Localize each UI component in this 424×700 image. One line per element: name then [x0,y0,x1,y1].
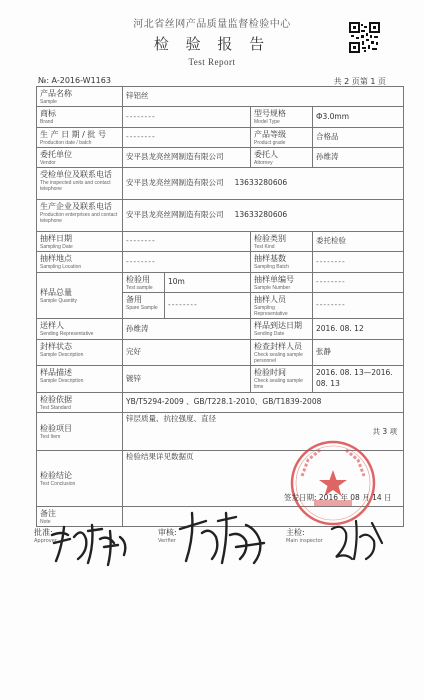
verifier-label: 审核: Verifier [158,528,177,544]
value-producer: 安平县龙亮丝网制造有限公司 13633280606 [123,200,404,232]
label-sample-quantity: 样品总量 Sample Quantity [37,272,123,319]
value-attorney: 孙维涛 [313,147,404,167]
row-producer [37,200,404,232]
label-sender: 送样人 Sending Representative [37,319,123,339]
row-sampling-location [37,252,404,272]
value-seal-checker: 张静 [313,339,404,366]
organization-name: 河北省丝网产品质量监督检验中心 [133,19,291,30]
label-sampler: 抽样人员 Sampling Representative [251,292,313,319]
report-title-en: Test Report [188,57,236,67]
verifier-signature [176,507,268,569]
value-arrival-date: 2016. 08. 12 [313,319,404,339]
inspector-signature [326,513,388,563]
row-batch [37,127,404,147]
report-title: 检 验 报 告 [153,35,271,53]
value-sample-desc: 镀锌 [123,366,251,393]
row-sampling-date [37,232,404,252]
label-sample-desc: 样品描述 Sample Description [37,366,123,393]
issue-date: 签发日期: 2016 年 08 月 14 日 [284,493,392,502]
row-vendor [37,147,404,167]
label-seal-checker: 检查封样人员 Check sealing sample personnel [251,339,313,366]
label-arrival-date: 样品到达日期 Sending Date [251,319,313,339]
value-seal-state: 完好 [123,339,251,366]
label-test-sample: 检验用 Test sample [123,272,165,292]
label-conclusion: 检验结论 Test Conclusion [37,450,123,506]
inspector-label: 主检: Main inspector [286,528,323,544]
value-sampler: -------- [313,292,404,319]
label-brand: 商标 Brand [37,107,123,127]
qr-code-icon [349,22,380,53]
label-test-time: 检验时间 Check sealing sample time [251,366,313,393]
label-standard: 检验依据 Test Standard [37,392,123,412]
label-items: 检验项目 Test Item [37,412,123,450]
label-sampling-location: 抽样地点 Sampling Location [37,252,123,272]
label-spare-sample: 备用 Spare Sample [123,292,165,319]
value-inspected-unit: 安平县龙亮丝网制造有限公司 13633280606 [123,168,404,200]
report-number: №: A-2016-W1163 [38,76,111,85]
row-product [37,87,404,107]
row-seal-state [37,339,404,366]
row-test-sample [37,272,404,292]
label-inspected-unit: 受检单位及联系电话 The inspected units and contact telephone [37,168,123,200]
row-standard [37,392,404,412]
label-seal-state: 封样状态 Sample Description [37,339,123,366]
label-vendor: 委托单位 Vendor [37,147,123,167]
value-inspection-class: 委托检验 [313,232,404,252]
label-attorney: 委托人 Attorney [251,147,313,167]
row-brand [37,107,404,127]
value-spare-sample: -------- [165,292,251,319]
value-brand: -------- [123,107,251,127]
value-items: 锌层质量、抗拉强度、直径 共 3 项 [123,412,404,450]
label-model: 型号规格 Model Type [251,107,313,127]
row-sender [37,319,404,339]
label-sampling-no: 抽样单编号 Sample Number [251,272,313,292]
row-sample-desc [37,366,404,393]
approver-signature [48,517,138,567]
value-sender: 孙维涛 [123,319,251,339]
value-sampling-no: -------- [313,272,404,292]
value-sampling-location: -------- [123,252,251,272]
label-sampling-base: 抽样基数 Sampling Batch [251,252,313,272]
value-standard: YB/T5294-2009 、GB/T228.1-2010、GB/T1839-2008 [123,392,404,412]
label-product: 产品名称 Sample [37,87,123,107]
items-count: 共 3 项 [372,426,397,436]
label-note: 备注 Note [37,506,123,526]
page-count: 共 2 页第 1 页 [333,77,386,86]
value-model: Ф3.0mm [313,107,404,127]
row-inspected-unit [37,168,404,200]
value-batch: -------- [123,127,251,147]
label-grade: 产品等级 Product grade [251,127,313,147]
value-vendor: 安平县龙亮丝网制造有限公司 [123,147,251,167]
label-producer: 生产企业及联系电话 Production enterprises and contact telephone [37,200,123,232]
label-sampling-date: 抽样日期 Sampling Date [37,232,123,252]
value-test-time: 2016. 08. 13—2016. 08. 13 [313,366,404,393]
label-batch: 生 产 日 期 / 批 号 Production date / batch [37,127,123,147]
value-conclusion: 检验结果详见数据页 [123,450,404,506]
value-test-sample: 10m [165,272,251,292]
approver-label: 批准: Approver [34,528,57,544]
value-sampling-date: -------- [123,232,251,252]
value-sampling-base: -------- [313,252,404,272]
value-grade: 合格品 [313,127,404,147]
value-product: 锌铝丝 [123,87,404,107]
label-inspection-class: 检验类别 Test Kind [251,232,313,252]
